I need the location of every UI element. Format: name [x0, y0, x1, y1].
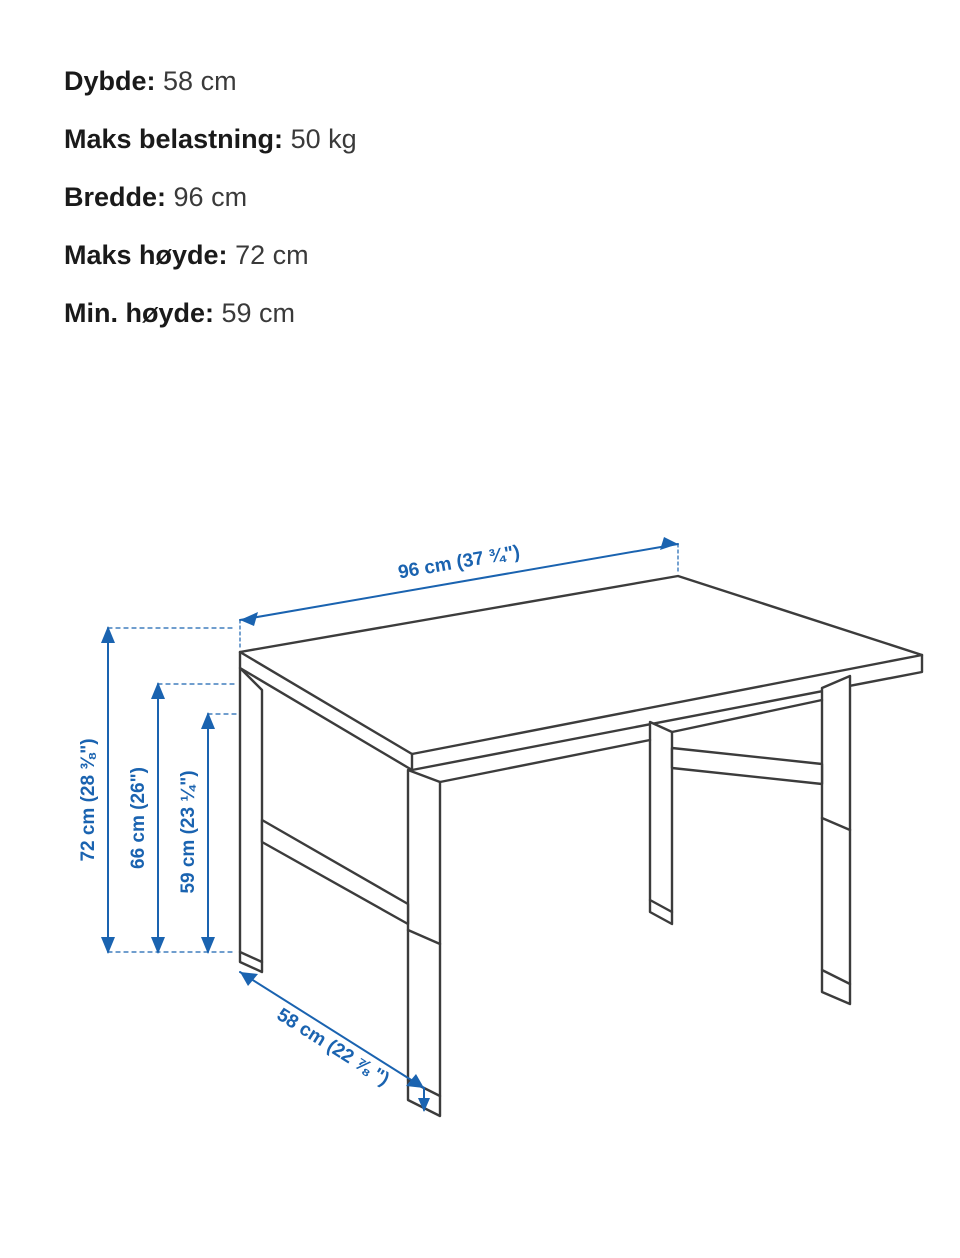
dimension-width-label: 96 cm (37 ¾"): [396, 541, 522, 584]
spec-row: [64, 52, 764, 110]
spec-label: Bredde:: [64, 182, 167, 212]
spec-value: 58 cm: [163, 66, 237, 96]
desk-illustration: [240, 576, 922, 1116]
spec-label: Min. høyde:: [64, 298, 214, 328]
dimension-height-mid-label: 66 cm (26"): [128, 767, 149, 869]
spec-value: 72 cm: [235, 240, 309, 270]
spec-value: 50 kg: [290, 124, 357, 154]
specification-list: [64, 52, 764, 342]
dimension-height-max-label: 72 cm (28 ⅜"): [78, 738, 99, 862]
spec-label: Dybde:: [64, 66, 156, 96]
dimension-depth-label: 58 cm (22 ⅞ "): [272, 1004, 393, 1091]
spec-row: [64, 226, 764, 284]
spec-value: 59 cm: [221, 298, 296, 328]
dimension-height-max: [101, 626, 236, 954]
spec-row: [64, 284, 764, 342]
spec-label: Maks høyde:: [64, 240, 228, 270]
spec-value: 96 cm: [173, 182, 248, 212]
dimension-height-min: [201, 712, 240, 954]
spec-row: [64, 110, 764, 168]
spec-label: Maks belastning:: [64, 124, 284, 154]
spec-row: [64, 168, 764, 226]
dimension-height-min-label: 59 cm (23 ¼"): [178, 770, 199, 894]
desk-dimension-diagram: [0, 500, 960, 1180]
